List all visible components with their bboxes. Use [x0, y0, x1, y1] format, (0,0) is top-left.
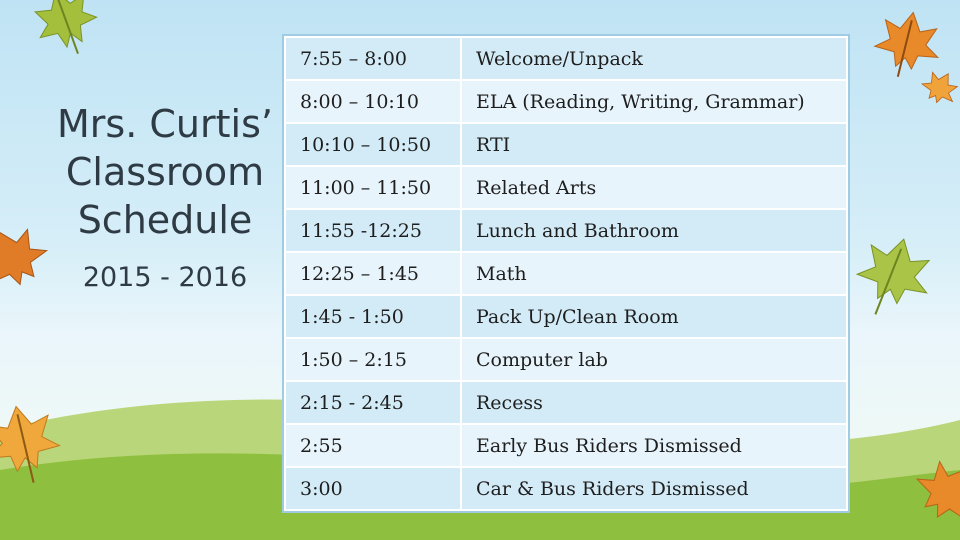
leaf-icon	[918, 65, 960, 109]
time-cell: 12:25 – 1:45	[285, 252, 461, 295]
activity-cell: Pack Up/Clean Room	[461, 295, 847, 338]
page-title	[40, 100, 290, 244]
leaf-icon	[27, 0, 106, 64]
table-row	[285, 166, 847, 209]
table-row	[285, 338, 847, 381]
time-cell: 3:00	[285, 467, 461, 510]
activity-cell: Welcome/Unpack	[461, 37, 847, 80]
time-cell: 10:10 – 10:50	[285, 123, 461, 166]
time-cell: 1:50 – 2:15	[285, 338, 461, 381]
time-cell: 7:55 – 8:00	[285, 37, 461, 80]
activity-cell: Computer lab	[461, 338, 847, 381]
leaf-icon	[870, 7, 944, 83]
activity-cell: Recess	[461, 381, 847, 424]
table-row	[285, 209, 847, 252]
activity-cell: Lunch and Bathroom	[461, 209, 847, 252]
table-row	[285, 467, 847, 510]
title-line: Schedule	[77, 198, 253, 242]
activity-cell: Car & Bus Riders Dismissed	[461, 467, 847, 510]
activity-cell: Related Arts	[461, 166, 847, 209]
table-row	[285, 381, 847, 424]
activity-cell: Early Bus Riders Dismissed	[461, 424, 847, 467]
school-year: 2015 - 2016	[82, 262, 248, 293]
table-row	[285, 123, 847, 166]
activity-cell: RTI	[461, 123, 847, 166]
title-line: Mrs. Curtis’	[57, 102, 273, 146]
table-row	[285, 37, 847, 80]
leaf-icon	[848, 230, 938, 326]
table-row	[285, 80, 847, 123]
table-row	[285, 252, 847, 295]
table-row	[285, 295, 847, 338]
activity-cell: ELA (Reading, Writing, Grammar)	[461, 80, 847, 123]
table-row	[285, 424, 847, 467]
time-cell: 1:45 - 1:50	[285, 295, 461, 338]
time-cell: 2:15 - 2:45	[285, 381, 461, 424]
time-cell: 11:00 – 11:50	[285, 166, 461, 209]
time-cell: 2:55	[285, 424, 461, 467]
schedule-table	[284, 36, 848, 511]
time-cell: 8:00 – 10:10	[285, 80, 461, 123]
activity-cell: Math	[461, 252, 847, 295]
time-cell: 11:55 -12:25	[285, 209, 461, 252]
title-line: Classroom	[65, 150, 265, 194]
